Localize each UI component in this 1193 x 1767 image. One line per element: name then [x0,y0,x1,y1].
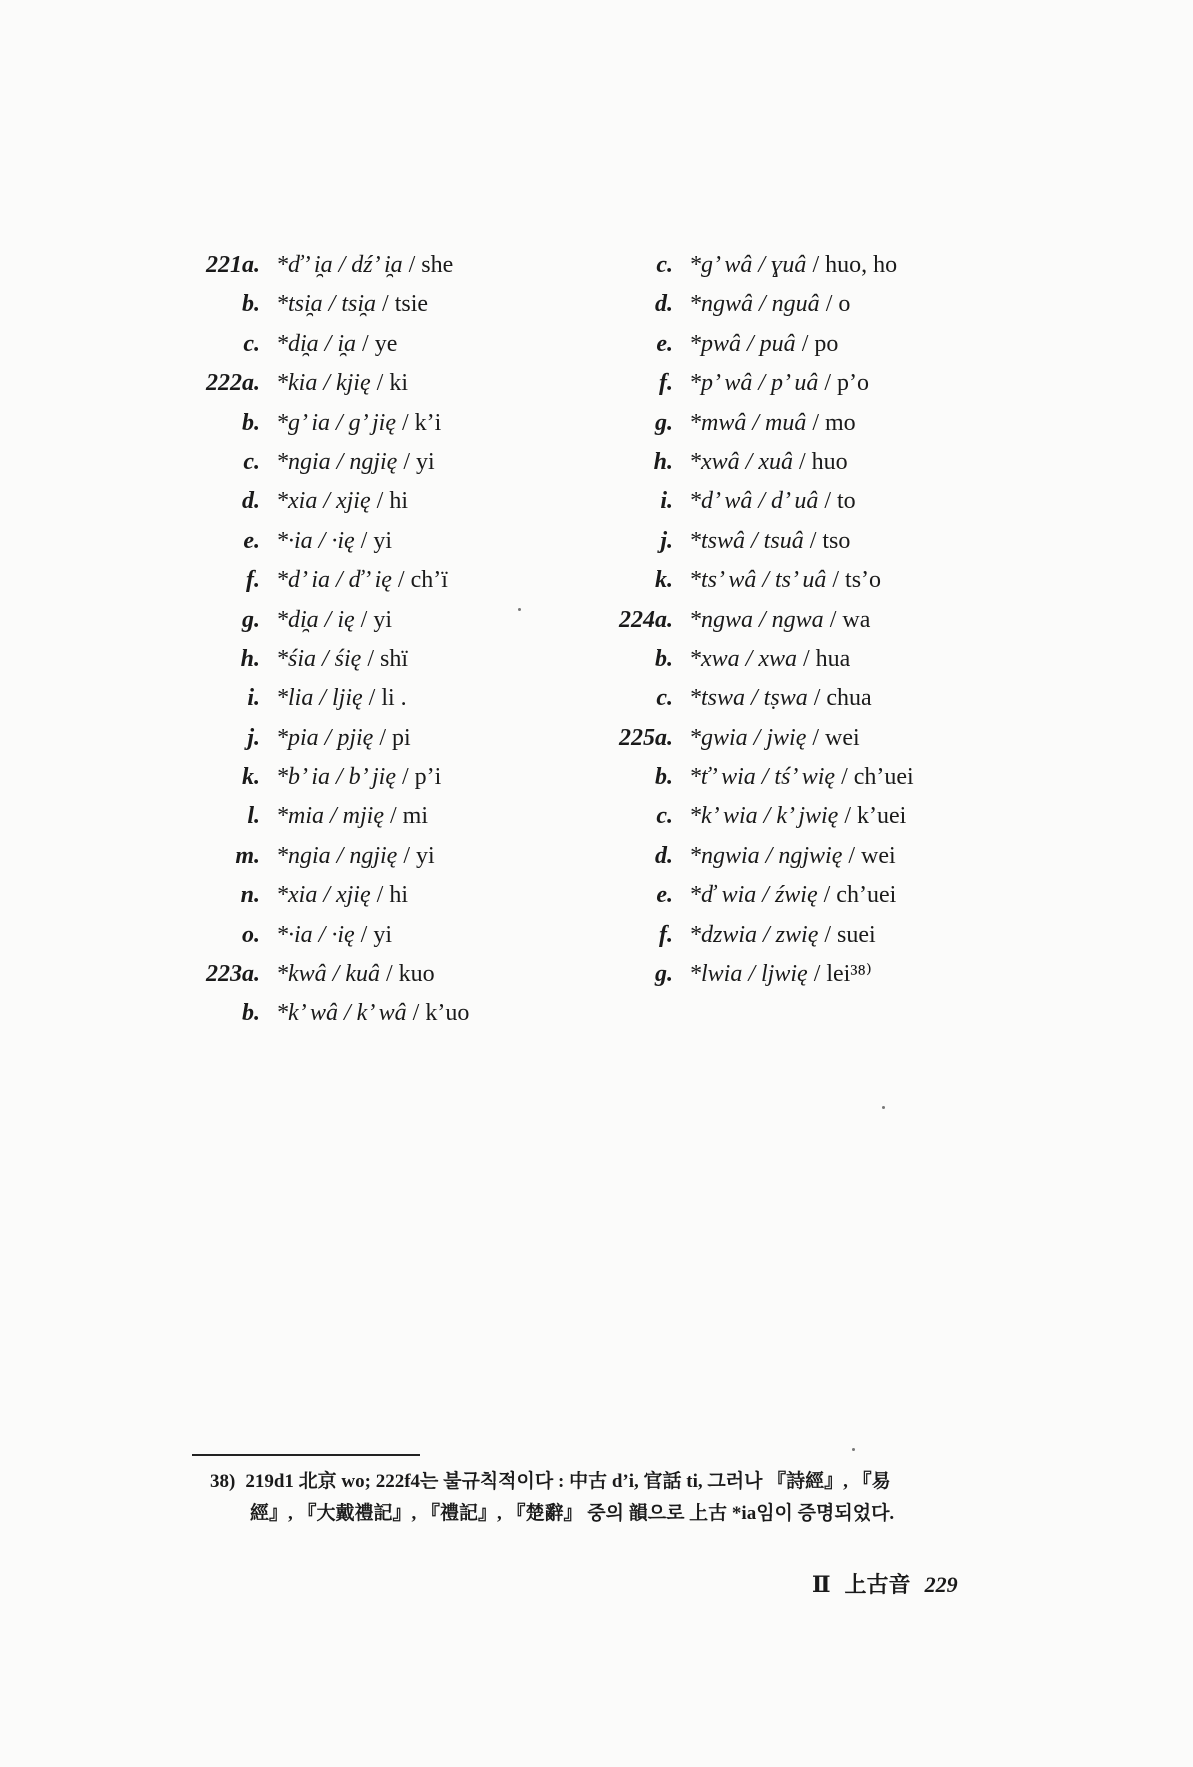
entry-form: *xia / xjię [276,882,371,909]
right-entry [607,837,1047,876]
entry-label: n. [240,882,260,909]
entry-label: c. [656,252,673,278]
entry-form: *xwâ / xuâ [689,448,793,475]
entry-reading: kuo [398,961,435,988]
right-entry [607,916,1047,955]
left-entry [180,325,620,364]
entry-reading: po [814,330,839,357]
entry-reading: suei [837,921,876,948]
entry-label: b. [242,409,260,436]
entry-separator: / [826,567,846,594]
entry-reading: wei [825,724,860,751]
entry-reading: k’uo [425,1000,470,1027]
entry-form: *lwia / ljwię [689,961,808,988]
entry-form: *tswâ / tsuâ [689,527,804,554]
right-entry [607,876,1047,915]
entry-label: f. [659,921,673,948]
entry-separator: / [795,330,815,357]
entry-label: d. [655,291,673,318]
entry-label: j. [247,724,260,751]
entry-separator: / [370,370,390,397]
entry-form: *ť’ wia / tś’ wię [689,764,836,791]
entry-reading: hua [815,645,851,672]
entry-separator: / [384,803,403,830]
entry-separator: / [402,252,422,278]
entry-label: 221a. [206,252,260,278]
right-entry [607,719,1047,758]
entry-label: f. [246,567,260,594]
running-head [812,1568,972,1599]
entry-separator: / [823,606,843,633]
scan-speck [852,1448,855,1451]
left-entry [180,443,620,482]
left-entry [180,561,620,600]
entry-form: *mwâ / muâ [689,409,807,436]
right-entry [607,404,1047,443]
entry-separator: / [819,291,839,318]
entry-form: *d’ wâ / d’ uâ [689,488,819,515]
entry-form: *·ia / ·ię [276,921,355,948]
page-number: 229 [924,1572,958,1597]
left-column [180,246,620,1034]
entry-label: 222a. [206,370,260,397]
entry-reading: tso [822,527,851,554]
scan-speck [518,608,521,611]
entry-separator: / [370,882,390,909]
left-entry [180,522,620,561]
entry-form: *g’ wâ / ɣuâ [689,252,807,278]
right-entry [607,679,1047,718]
left-entry [180,601,620,640]
entry-reading: ch’uei [853,764,914,791]
entry-separator: / [397,448,416,475]
left-entry [180,404,620,443]
left-entry [180,482,620,521]
left-entry [180,640,620,679]
entry-separator: / [396,409,415,436]
entry-reading: mi [402,803,429,830]
entry-separator: / [373,724,392,751]
entry-reading: wei [861,842,896,869]
entry-reading: yi [373,606,392,633]
left-entry [180,364,620,403]
right-entry [607,482,1047,521]
entry-label: b. [655,645,673,672]
entry-form: *mia / mjię [276,803,384,830]
left-entry [180,719,620,758]
entry-reading: hi [389,488,408,515]
right-entry [607,561,1047,600]
entry-form: *ngia / ngjię [276,448,398,475]
entry-reading: ch’ï [410,567,448,594]
entry-separator: / [806,724,826,751]
entry-form: *pia / pjię [276,724,374,751]
entry-form: *p’ wâ / p’ uâ [689,370,819,397]
entry-separator: / [406,1000,426,1027]
entry-form: *ď wia / źwię [689,882,818,909]
entry-label: g. [655,409,673,436]
entry-label: k. [655,567,673,594]
right-entry [607,640,1047,679]
entry-label: o. [242,921,260,948]
left-entry [180,246,620,285]
entry-label: i. [660,488,673,515]
right-entry [607,797,1047,836]
entry-reading: yi [373,921,392,948]
entry-reading: ye [374,330,398,357]
entry-reading: k’uei [856,803,907,830]
entry-label: e. [243,527,260,554]
entry-separator: / [391,567,411,594]
entry-form: *di̯a / ię [276,606,355,633]
entry-form: *b’ ia / b’ jię [276,764,396,791]
entry-separator: / [807,961,827,988]
footnote [210,1466,1010,1530]
entry-form: *di̯a / i̯a [276,330,357,357]
entry-form: *k’ wâ / k’ wâ [276,1000,407,1027]
left-entry [180,837,620,876]
left-entry [180,285,620,324]
entry-reading: p’i [414,764,442,791]
entry-form: *lia / ljię [276,685,363,712]
entry-separator: / [818,488,838,515]
entry-separator: / [797,645,816,672]
left-entry [180,797,620,836]
right-entry [607,522,1047,561]
entry-form: *ngwa / ngwa [689,606,824,633]
entry-form: *gwia / jwię [689,724,807,751]
entry-separator: / [842,842,862,869]
entry-reading: o [838,291,851,318]
entry-label: 224a. [619,606,673,633]
entry-label: e. [656,882,673,909]
entry-separator: / [376,291,395,318]
entry-reading: ki [389,370,408,397]
entry-reading: wa [842,606,871,633]
entry-form: *xwa / xwa [689,645,797,672]
right-entry [607,285,1047,324]
entry-separator: / [396,764,415,791]
left-entry [180,994,620,1033]
entry-reading: p’o [837,370,870,397]
entry-label: c. [243,330,260,357]
entry-reading: k’i [414,409,442,436]
entry-reading: mo [825,409,856,436]
right-entry [607,246,1047,285]
entry-reading: yi [416,448,435,475]
entry-separator: / [362,685,382,712]
footnote-number: 38) [210,1471,236,1492]
footnote-rule [192,1454,420,1456]
entry-form: *tsi̯a / tsi̯a [276,291,377,318]
entry-separator: / [835,764,854,791]
entry-label: e. [656,330,673,357]
entry-form: *śia / śię [276,645,362,672]
entry-reading: ch’uei [836,882,897,909]
entry-label: 225a. [619,724,673,751]
entry-label: c. [656,685,673,712]
entry-label: c. [243,448,260,475]
entry-reading: hi [389,882,408,909]
section-title: 上古音 [844,1572,911,1597]
entry-separator: / [356,330,375,357]
entry-label: j. [660,527,673,554]
entry-label: h. [653,448,673,475]
left-entry [180,916,620,955]
entry-separator: / [354,921,374,948]
entry-reading: ts’o [845,567,882,594]
entry-separator: / [370,488,390,515]
entry-label: b. [655,764,673,791]
left-entry [180,876,620,915]
entry-form: *g’ ia / g’ jię [276,409,396,436]
right-entry [607,364,1047,403]
entry-separator: / [818,370,838,397]
entry-separator: / [397,842,416,869]
entry-label: d. [242,488,260,515]
entry-reading: chua [826,685,872,712]
right-entry [607,955,1047,994]
entry-separator: / [792,448,812,475]
entry-reading: lei³⁸⁾ [826,961,872,988]
entry-reading: yi [373,527,392,554]
entry-separator: / [807,685,827,712]
entry-label: g. [655,961,673,988]
entry-form: *ngwia / ngjwię [689,842,843,869]
entry-label: b. [242,291,260,318]
entry-label: l. [247,803,260,830]
entry-label: c. [656,803,673,830]
footnote-line-1: 219d1 北京 wo; 222f4는 불규칙적이다 : 中古 d’i, 官話 ti, 그러나 『詩經』, 『易 [245,1471,891,1492]
entry-reading: li . [381,685,407,712]
entry-separator: / [806,409,826,436]
entry-separator: / [354,606,374,633]
section-number: Ⅱ [812,1572,831,1597]
entry-reading: she [421,252,454,278]
entry-separator: / [818,921,838,948]
right-entry [607,601,1047,640]
entry-form: *ngia / ngjię [276,842,398,869]
entry-reading: shï [380,645,409,672]
left-entry [180,758,620,797]
entry-form: *ngwâ / nguâ [689,291,820,318]
entry-reading: pi [392,724,411,751]
entry-reading: tsie [394,291,429,318]
entry-separator: / [354,527,374,554]
left-entry [180,679,620,718]
entry-separator: / [361,645,381,672]
entry-form: *ts’ wâ / ts’ uâ [689,567,827,594]
entry-reading: yi [416,842,435,869]
entry-label: m. [235,842,260,869]
right-column [607,246,1047,994]
entry-separator: / [806,252,826,278]
entry-reading: to [837,488,856,515]
entry-separator: / [838,803,857,830]
entry-form: *·ia / ·ię [276,527,355,554]
entry-label: d. [655,842,673,869]
entry-label: b. [242,1000,260,1027]
entry-reading: huo [811,448,848,475]
footnote-line-2: 經』, 『大戴禮記』, 『禮記』, 『楚辭』 중의 韻으로 上古 *ia임이 증명되었다. [250,1503,895,1524]
entry-form: *tswa / tṣwa [689,685,808,712]
entry-label: i. [247,685,260,712]
entry-separator: / [817,882,837,909]
left-entry [180,955,620,994]
entry-label: k. [242,764,260,791]
entry-form: *d’ ia / ď’ ię [276,567,392,594]
entry-reading: huo, ho [825,252,898,278]
entry-label: 223a. [206,961,260,988]
entry-form: *xia / xjię [276,488,371,515]
entry-separator: / [379,961,399,988]
entry-form: *ď’ i̯a / dź’ i̯a [276,252,403,278]
entry-form: *k’ wia / k’ jwię [689,803,839,830]
entry-label: g. [242,606,260,633]
entry-form: *pwâ / puâ [689,330,796,357]
entry-separator: / [803,527,823,554]
right-entry [607,443,1047,482]
right-entry [607,758,1047,797]
scan-speck [882,1106,885,1109]
right-entry [607,325,1047,364]
entry-form: *kwâ / kuâ [276,961,380,988]
entry-form: *dzwia / zwię [689,921,819,948]
entry-label: h. [240,645,260,672]
entry-label: f. [659,370,673,397]
entry-form: *kia / kjię [276,370,371,397]
